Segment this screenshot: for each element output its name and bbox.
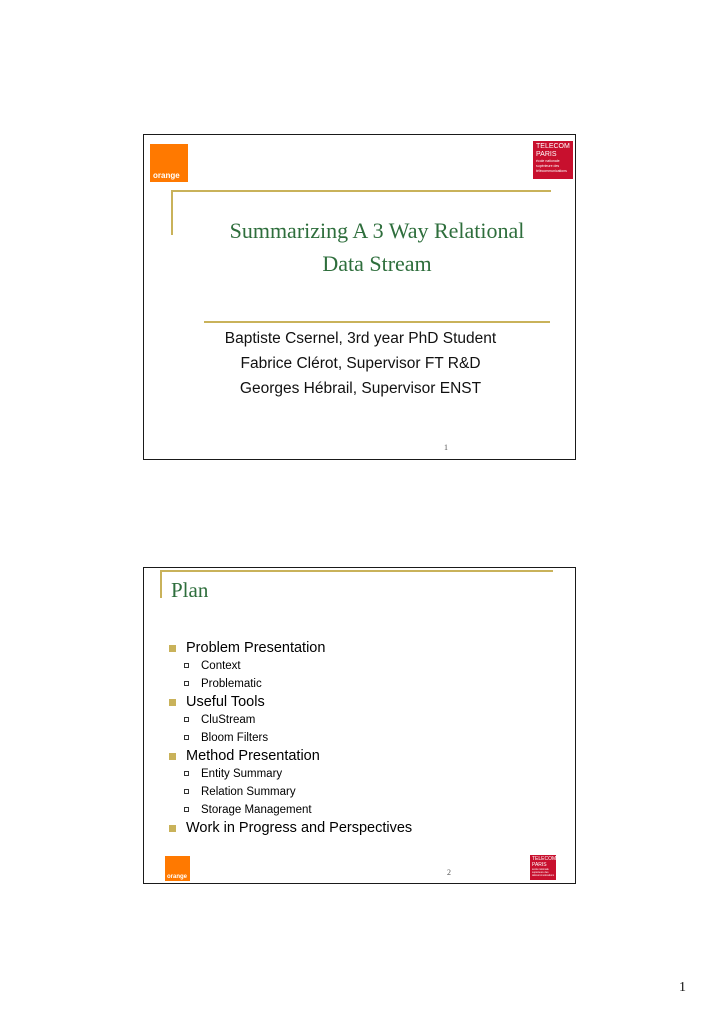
title-accent-vertical: [160, 570, 162, 598]
list-subitem-label: Relation Summary: [201, 786, 296, 798]
list-subitem: [168, 783, 412, 801]
slide-2-page-number: 2: [447, 868, 451, 877]
bullet-box-icon: [184, 789, 189, 794]
list-subitem: [168, 765, 412, 783]
slide-1-title: [172, 214, 582, 280]
telecom-logo-line3: école nationale: [536, 159, 560, 163]
list-subitem: [168, 657, 412, 675]
list-item-label: Useful Tools: [186, 694, 265, 710]
telecom-logo-line1: TELECOM: [532, 856, 556, 862]
list-item: [168, 819, 412, 837]
bullet-box-icon: [184, 735, 189, 740]
list-subitem: [168, 711, 412, 729]
title-accent-top: [171, 190, 551, 192]
bullet-box-icon: [184, 681, 189, 686]
telecom-logo-line4: supérieure des: [532, 871, 549, 874]
list-item-label: Work in Progress and Perspectives: [186, 820, 413, 836]
author-line: Baptiste Csernel, 3rd year PhD Student: [224, 330, 497, 347]
telecom-logo-line5: télécommunications: [532, 874, 555, 877]
title-accent-bottom: [204, 321, 550, 323]
telecom-paris-logo: [530, 855, 556, 880]
bullet-box-icon: [184, 717, 189, 722]
bullet-box-icon: [184, 807, 189, 812]
telecom-logo-line2: PARIS: [536, 151, 557, 158]
telecom-logo-line4: supérieure des: [536, 164, 560, 168]
telecom-logo-line3: école nationale: [532, 868, 549, 871]
bullet-square-icon: [169, 753, 176, 760]
orange-logo-text: orange: [153, 171, 180, 180]
bullet-square-icon: [169, 645, 176, 652]
plan-outline: [168, 639, 412, 837]
bullet-square-icon: [169, 699, 176, 706]
bullet-box-icon: [184, 771, 189, 776]
list-item-label: Problem Presentation: [186, 640, 326, 656]
bullet-box-icon: [184, 663, 189, 668]
list-subitem-label: Problematic: [201, 678, 262, 690]
orange-logo: [165, 856, 190, 881]
list-item: [168, 693, 412, 711]
telecom-paris-logo: [533, 141, 573, 179]
slide-1: [143, 134, 576, 460]
slide-2-title: Plan: [171, 578, 209, 602]
slide-2: [143, 567, 576, 884]
list-subitem-label: Bloom Filters: [201, 732, 269, 744]
list-subitem-label: Context: [201, 660, 241, 672]
bullet-square-icon: [169, 825, 176, 832]
author-list: [144, 326, 577, 401]
list-subitem: [168, 729, 412, 747]
telecom-logo-line1: TELECOM: [536, 143, 570, 150]
slide-1-title-line2: Data Stream: [322, 251, 432, 276]
list-item: [168, 639, 412, 657]
telecom-logo-line2: PARIS: [532, 862, 547, 868]
author-line: Fabrice Clérot, Supervisor FT R&D: [240, 355, 481, 372]
list-subitem: [168, 801, 412, 819]
orange-logo: [150, 144, 188, 182]
handout-page-number: 1: [679, 980, 686, 995]
list-subitem-label: CluStream: [201, 714, 256, 726]
title-accent-top: [160, 570, 553, 572]
list-item: [168, 747, 412, 765]
list-item-label: Method Presentation: [186, 748, 320, 764]
orange-logo-text: orange: [167, 874, 188, 880]
telecom-logo-line5: télécommunications: [536, 169, 567, 173]
list-subitem-label: Entity Summary: [201, 768, 283, 780]
author-line: Georges Hébrail, Supervisor ENST: [239, 380, 482, 397]
slide-1-title-line1: Summarizing A 3 Way Relational: [229, 218, 525, 243]
list-subitem: [168, 675, 412, 693]
list-subitem-label: Storage Management: [201, 804, 312, 816]
slide-1-page-number: 1: [444, 443, 448, 452]
